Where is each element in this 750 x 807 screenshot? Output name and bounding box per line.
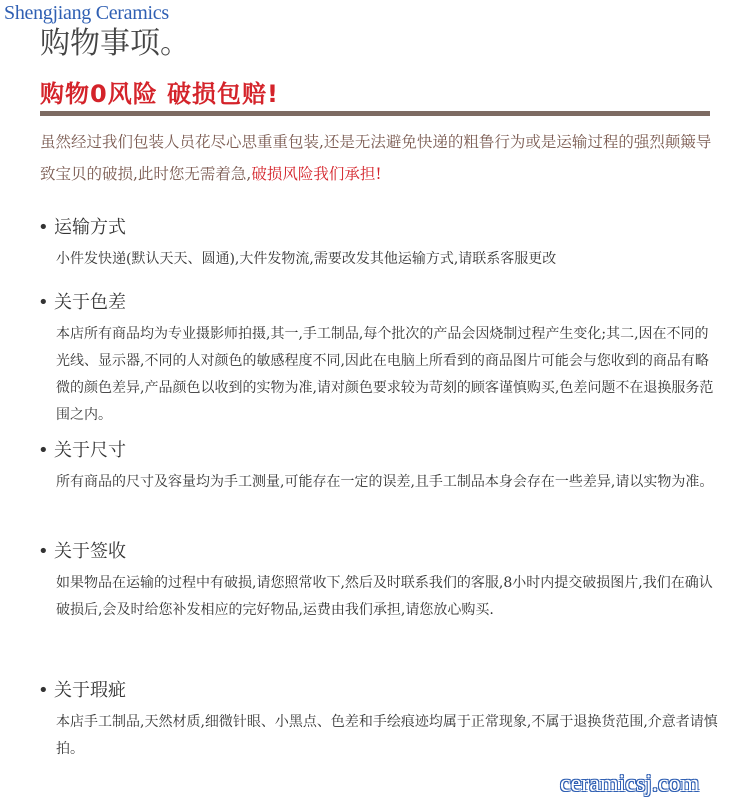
section-receipt: [38, 540, 718, 624]
bullet-icon: •: [38, 440, 49, 461]
intro-paragraph: [40, 126, 720, 190]
section-body: 本店所有商品均为专业摄影师拍摄,其一,手工制品,每个批次的产品会因烧制过程产生变化;其二,因在不同的光线、显示器,不同的人对颜色的敏感程度不同,因此在电脑上所看到的商品图片可能会与您收到的商品有略微的颜色差异,产品颜色以收到的实物为准,请对颜色要求较为苛刻的顾客谨慎购买,色差问题不在退换服务范围之内。: [56, 326, 714, 423]
section-title: [38, 291, 718, 315]
bullet-icon: •: [38, 292, 49, 313]
bullet-icon: •: [38, 217, 49, 238]
section-color-difference: [38, 291, 718, 429]
section-title-text: 关于色差: [54, 292, 126, 313]
watermark-logo-bottom: ceramicsj.com: [560, 771, 700, 797]
bullet-icon: •: [38, 541, 49, 562]
page-title: 购物事项。: [40, 26, 190, 61]
section-title: [38, 439, 718, 463]
section-title-text: 关于瑕疵: [54, 680, 126, 701]
section-title: [38, 540, 718, 564]
section-title-text: 关于尺寸: [54, 440, 126, 461]
section-title: [38, 679, 718, 703]
promo-headline: 购物0风险 破损包赔!: [40, 80, 279, 108]
section-title-text: 运输方式: [54, 217, 126, 238]
bullet-icon: •: [38, 680, 49, 701]
section-flaws: [38, 679, 718, 763]
section-size: [38, 439, 718, 496]
watermark-logo-top: Shengjiang Ceramics: [4, 2, 169, 24]
section-title-text: 关于签收: [54, 541, 126, 562]
section-shipping: [38, 216, 718, 273]
section-body: 小件发快递(默认天天、圆通),大件发物流,需要改发其他运输方式,请联系客服更改: [56, 251, 557, 267]
section-title: [38, 216, 718, 240]
intro-text: 虽然经过我们包装人员花尽心思重重包装,还是无法避免快递的粗鲁行为或是运输过程的强烈颠簸导致宝贝的破损,此时您无需着急,: [40, 133, 712, 183]
section-body: 所有商品的尺寸及容量均为手工测量,可能存在一定的误差,且手工制品本身会存在一些差异,请以实物为准。: [56, 474, 714, 490]
section-body: 本店手工制品,天然材质,细微针眼、小黑点、色差和手绘痕迹均属于正常现象,不属于退换货范围,介意者请慎拍。: [56, 714, 718, 757]
section-body: 如果物品在运输的过程中有破损,请您照常收下,然后及时联系我们的客服,8小时内提交破损图片,我们在确认破损后,会及时给您补发相应的完好物品,运费由我们承担,请您放心购买.: [56, 575, 713, 618]
intro-highlight: 破损风险我们承担!: [251, 165, 382, 183]
divider: [40, 111, 710, 116]
